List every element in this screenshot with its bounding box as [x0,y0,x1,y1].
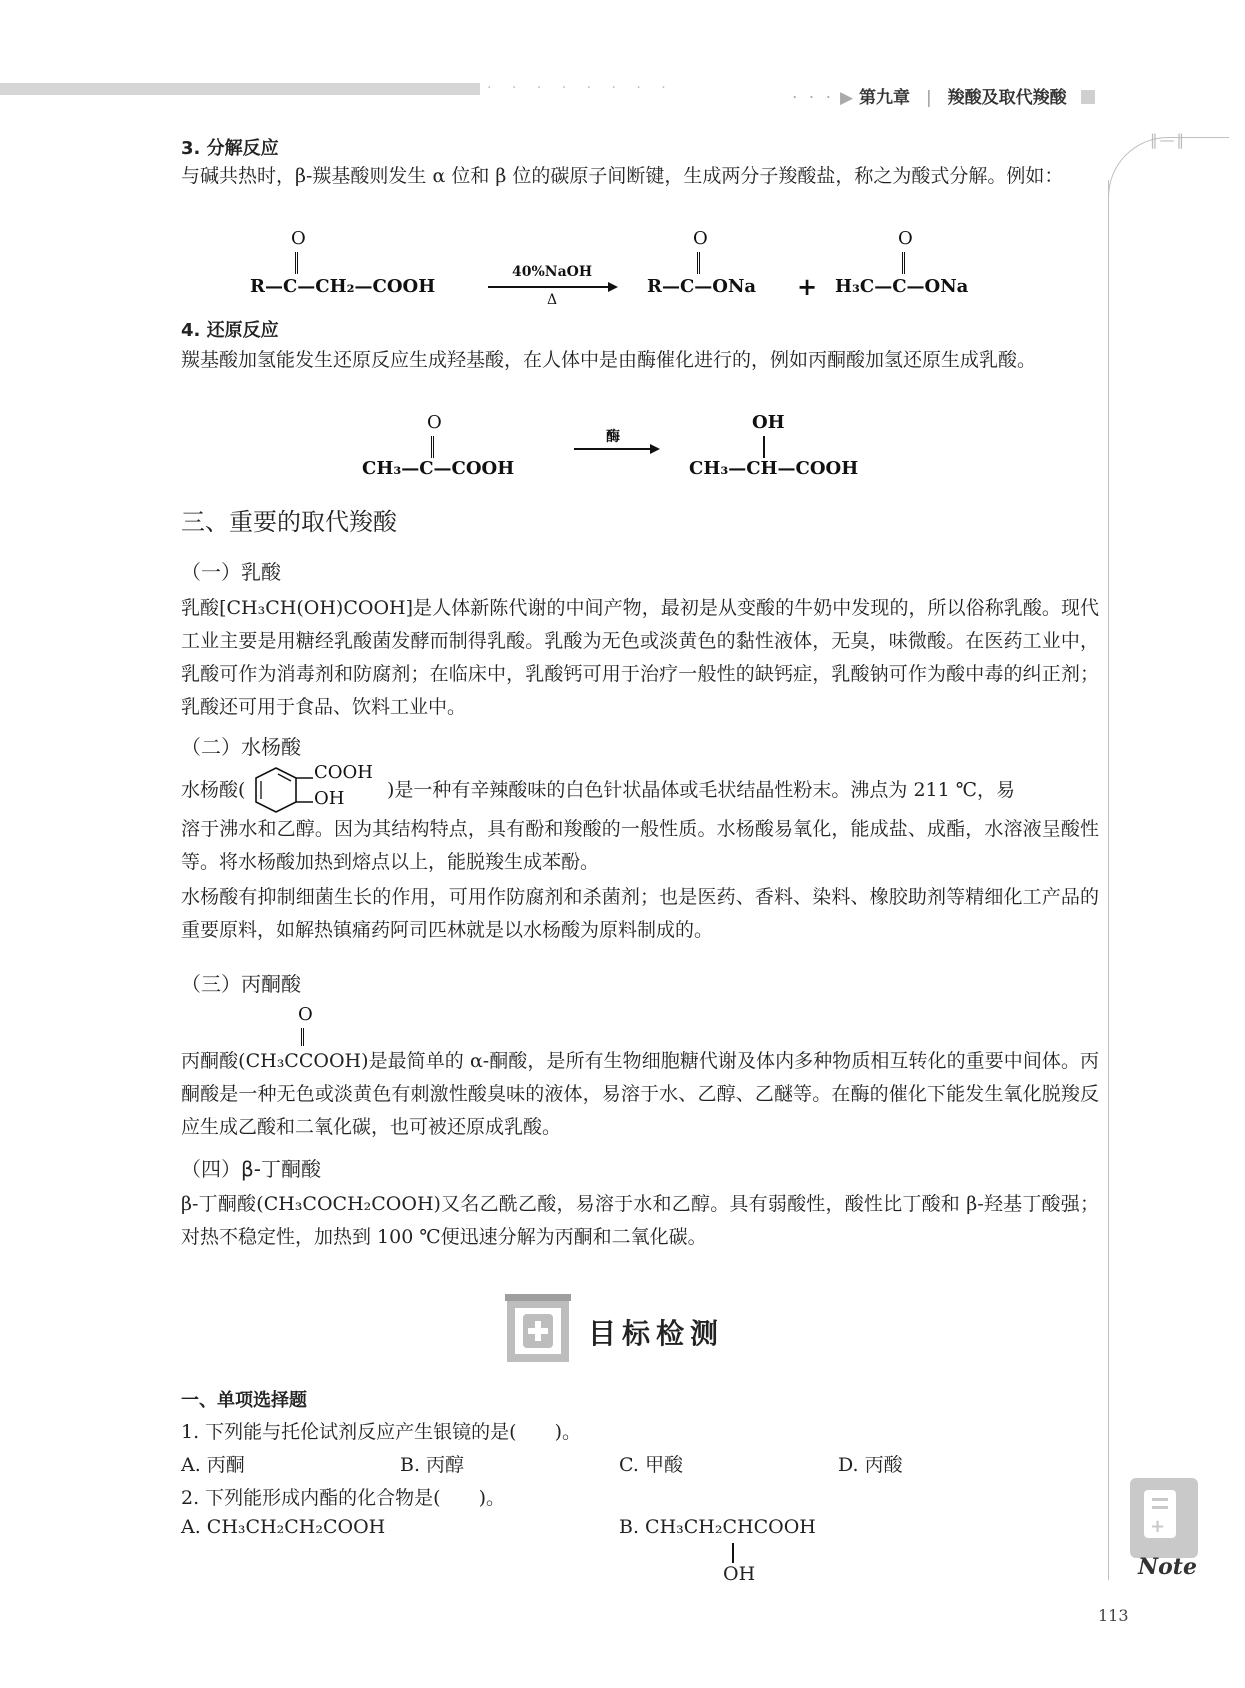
arrow-icon: ▶ [840,88,854,108]
hydroxyl-label: OH [314,788,345,809]
double-bond [902,252,905,274]
option-d: D. 丙酸 [838,1454,903,1476]
oxygen-label: O [427,412,442,433]
double-bond [431,436,434,458]
paragraph: 乳酸[CH₃CH(OH)COOH]是人体新陈代谢的中间产物，最初是从变酸的牛奶中发现的，所以俗称乳酸。现代工业主要是用糖经乳酸菌发酵而制得乳酸。乳酸为无色或淡黄色的黏性液体，无臭，味微酸。在医药工业中，乳酸可作为消毒剂和防腐剂；在临床中，乳酸钙可用于治疗一般性的缺钙症，乳酸钠可作为酸中毒的纠正剂；乳酸还可用于食品、饮料工业中。 [181,597,1099,718]
question-1: 1. 下列能与托伦试剂反应产生银镜的是( )。 [181,1421,581,1443]
single-bond [763,436,765,458]
paragraph-inline-start [181,775,245,802]
condition-bottom: Δ [547,292,558,308]
paragraph: 水杨酸有抑制细菌生长的作用，可用作防腐剂和杀菌剂；也是医药、香料、染料、橡胶助剂等精细化工产品的重要原料，如解热镇痛药阿司匹林就是以水杨酸为原料制成的。 [181,886,1099,941]
reactant: R—C—CH₂—COOH [250,276,436,297]
single-bond [732,1543,734,1563]
oxygen-label: O [693,228,708,249]
subsection-title: （一）乳酸 [181,560,281,584]
enzyme-condition: 酶 [606,429,620,445]
margin-frame-line [1108,180,1109,1580]
carboxyl-label: COOH [314,762,373,783]
header-bar [0,83,480,95]
benzene-ring-icon [251,765,313,815]
quiz-heading: 一、单项选择题 [181,1390,307,1411]
paragraph: β-丁酮酸(CH₃COCH₂COOH)又名乙酰乙酸，易溶于水和乙醇。具有弱酸性，酸性比丁酸和 β-羟基丁酸强；对热不稳定性，加热到 100 ℃便迅速分解为丙酮和二氧化碳。 [181,1193,1099,1248]
option-b: B. 丙醇 [400,1454,465,1476]
option-a: A. 丙酮 [181,1454,245,1476]
margin-ticks: ‖—‖ [1150,131,1186,149]
paragraph: 溶于沸水和乙醇。因为其结构特点，具有酚和羧酸的一般性质。水杨酸易氧化，能成盐、成酯，水溶液呈酸性等。将水杨酸加热到熔点以上，能脱羧生成苯酚。 [181,818,1099,873]
product-2: H₃C—C—ONa [835,276,969,297]
plus-sign: + [797,272,818,301]
double-bond [301,1028,304,1046]
header-separator: | [925,88,932,108]
chapter-title: 羧酸及取代羧酸 [947,88,1067,108]
text-prefix: 水杨酸( [181,779,246,801]
oxygen-label: O [291,228,306,249]
header-dots: · · · · · · · · [487,80,674,96]
section-title: 三、重要的取代羧酸 [181,508,397,536]
double-bond [697,252,700,274]
page-number: 113 [1098,1606,1129,1625]
oxygen-label: O [898,228,913,249]
reaction-arrow [574,448,658,450]
paragraph: 丙酮酸(CH₃CCOOH)是最简单的 α-酮酸，是所有生物细胞糖代谢及体内多种物质相互转化的重要中间体。丙酮酸是一种无色或淡黄色有刺激性酸臭味的液体，易溶于水、乙醇、乙醚等。在酶的催化下能发生氧化脱羧反应生成乙酸和二氧化碳，也可被还原成乳酸。 [181,1050,1099,1138]
subsection-title: （四）β-丁酮酸 [181,1157,321,1181]
product-1: R—C—ONa [647,276,757,297]
margin-frame-curve [1108,137,1229,228]
option-a: A. CH₃CH₂CH₂COOH [181,1516,386,1538]
subsection-title: （三）丙酮酸 [181,972,301,996]
goal-section-title: 目标检测 [588,1317,725,1350]
double-bond [295,252,298,274]
square-icon [1081,90,1095,104]
hydroxyl-label: OH [752,412,785,433]
paragraph: 羰基酸加氢能发生还原反应生成羟基酸，在人体中是由酶催化进行的，例如丙酮酸加氢还原生成乳酸。 [181,349,1037,371]
option-c: C. 甲酸 [619,1454,683,1476]
paragraph: 与碱共热时，β-羰基酸则发生 α 位和 β 位的碳原子间断键，生成两分子羧酸盐，称之为酸式分解。例如： [181,165,1064,187]
section-heading: 3. 分解反应 [181,138,279,159]
note-icon: + [1130,1478,1198,1558]
running-header [792,83,1095,108]
header-arrows: · · · [792,88,835,108]
chapter-number: 第九章 [859,88,911,108]
condition-top: 40%NaOH [512,264,593,280]
reactant: CH₃—C—COOH [362,458,515,479]
option-b: B. CH₃CH₂CHCOOH [619,1516,816,1538]
medical-cabinet-icon [505,1294,571,1364]
oxygen-label: O [298,1004,313,1025]
hydroxyl-label: OH [723,1563,756,1585]
product: CH₃—CH—COOH [689,458,859,479]
paragraph-inline-end: )是一种有辛辣酸味的白色针状晶体或毛状结晶性粉末。沸点为 211 ℃，易 [387,779,1016,801]
question-2: 2. 下列能形成内酯的化合物是( )。 [181,1487,505,1509]
reaction-arrow [488,286,616,288]
section-heading: 4. 还原反应 [181,320,279,341]
subsection-title: （二）水杨酸 [181,735,301,759]
note-label: Note [1138,1554,1197,1580]
